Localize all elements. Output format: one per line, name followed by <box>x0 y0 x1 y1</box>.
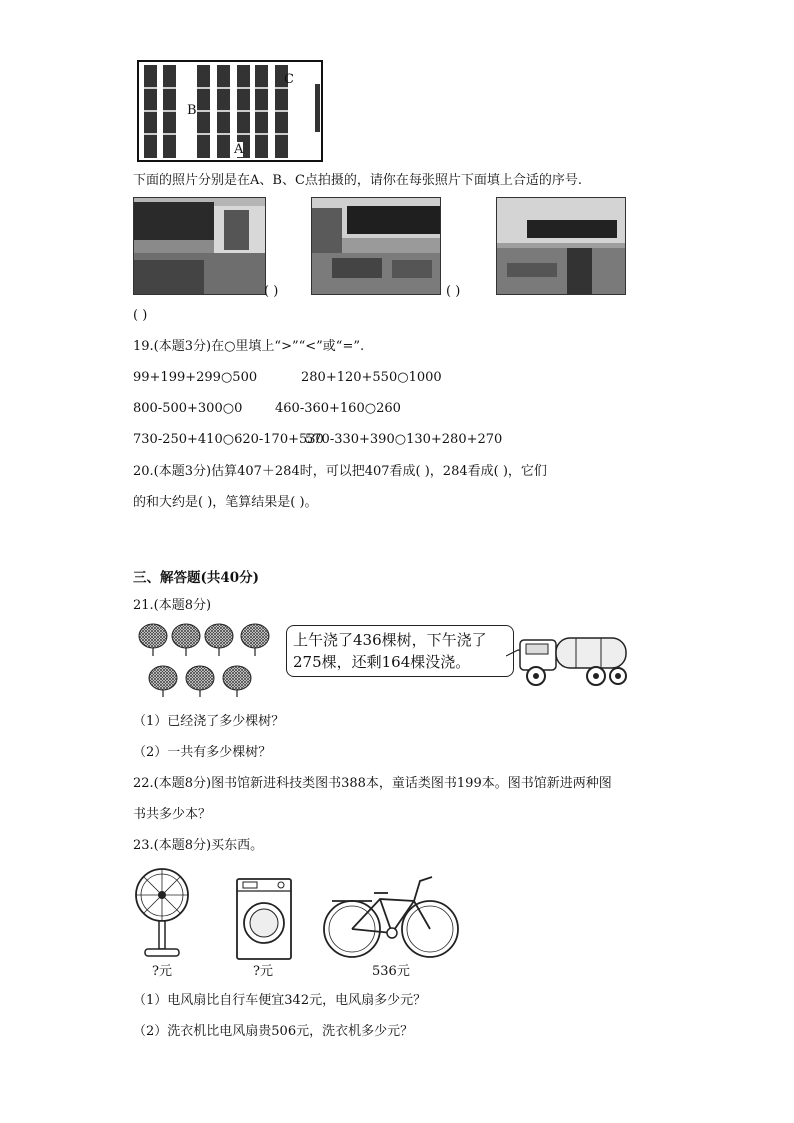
water-truck-icon <box>506 626 634 688</box>
section3-heading: 三、解答题(共40分) <box>133 570 260 586</box>
q23-sub1: （1）电风扇比自行车便宜342元，电风扇多少元？ <box>133 993 427 1008</box>
q23-title: 23.(本题8分)买东西。 <box>133 838 264 853</box>
trees-illustration <box>137 622 277 698</box>
q19-row2-right: 460-360+160○260 <box>275 401 401 416</box>
photo-3-blank[interactable]: ( ) <box>133 308 148 323</box>
q21-bubble-text: 上午浇了436棵树，下午浇了275棵，还剩164棵没浇。 <box>293 631 487 671</box>
q20-line2: 的和大约是( )，笔算结果是( )。 <box>133 495 318 510</box>
q19-row3-right: 570-330+390○130+280+270 <box>305 432 503 447</box>
photo-1 <box>133 197 266 295</box>
q20-line1: 20.(本题3分)估算407＋284时，可以把407看成( )，284看成( )，它们 <box>133 464 547 479</box>
classroom-diagram <box>137 60 323 162</box>
q19-row2-left: 800-500+300○0 <box>133 401 243 416</box>
photo-1-blank[interactable]: ( ) <box>264 284 279 299</box>
q19-row1-left: 99+199+299○500 <box>133 370 258 385</box>
q21-speech-bubble <box>286 625 514 677</box>
photo-2 <box>311 197 441 295</box>
q19-row1-right: 280+120+550○1000 <box>301 370 442 385</box>
bike-price: 536元 <box>372 964 410 979</box>
q18-instruction: 下面的照片分别是在A、B、C点拍摄的，请你在每张照片下面填上合适的序号. <box>133 173 583 188</box>
q22-line2: 书共多少本？ <box>133 807 212 822</box>
bicycle-icon <box>322 871 460 963</box>
label-a: A <box>234 142 244 157</box>
label-c: C <box>284 72 294 87</box>
q19-row3-left: 730-250+410○620-170+530 <box>133 432 324 447</box>
q23-sub2: （2）洗衣机比电风扇贵506元，洗衣机多少元？ <box>133 1024 414 1039</box>
photo-2-blank[interactable]: ( ) <box>446 284 461 299</box>
q22-line1: 22.(本题8分)图书馆新进科技类图书388本，童话类图书199本。图书馆新进两种图 <box>133 776 612 791</box>
label-b: B <box>187 103 197 118</box>
electric-fan-icon <box>133 866 191 960</box>
q21-title: 21.(本题8分) <box>133 598 212 613</box>
fan-price: ?元 <box>152 964 172 979</box>
q19-title: 19.(本题3分)在○里填上“>”“<”或“=”. <box>133 339 365 354</box>
washing-machine-icon <box>235 877 293 961</box>
q21-sub2: （2）一共有多少棵树？ <box>133 745 272 760</box>
q21-sub1: （1）已经浇了多少棵树？ <box>133 714 285 729</box>
washer-price: ?元 <box>253 964 273 979</box>
photo-3 <box>496 197 626 295</box>
